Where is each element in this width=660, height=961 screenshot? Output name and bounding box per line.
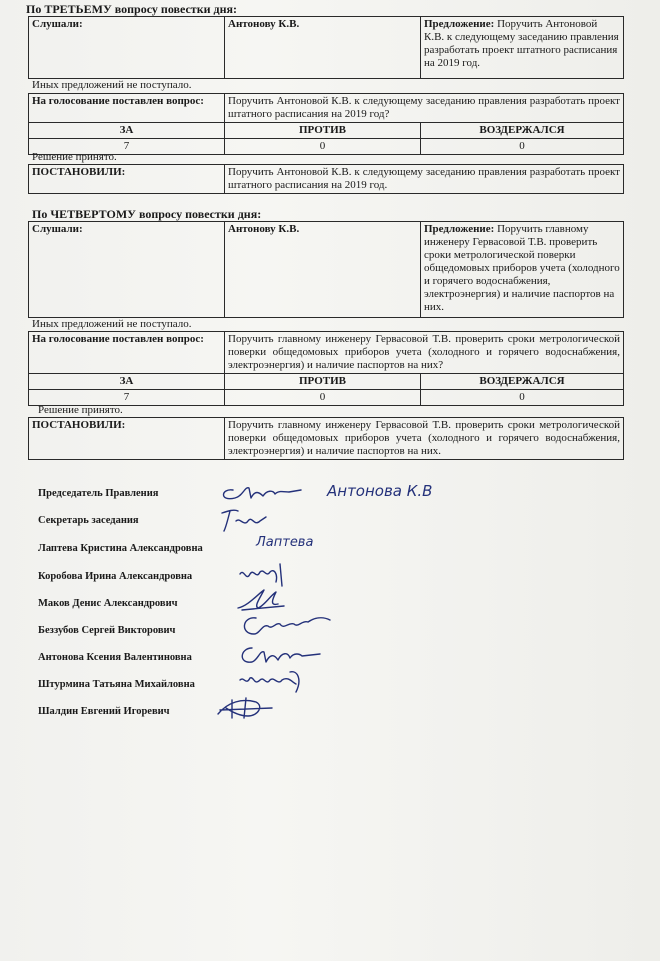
q3-vote-table	[28, 93, 624, 155]
q4-vote-question: Поручить главному инженеру Гервасовой Т.В. проверить сроки метрологической поверки общедомовых приборов учета (холодного и горячего водоснабжения, электроэнергия) и наличие паспортов на них?	[225, 332, 624, 374]
q3-val-for: 7	[29, 139, 225, 155]
signature-chairman-icon	[215, 478, 455, 508]
signatory-chairman: Председатель Правления	[38, 488, 159, 499]
q3-proposal-text: Поручить Антоновой К.В. к следующему заседанию правления разработать проект штатного расписания на 2019 год.	[424, 18, 619, 69]
q3-no-other: Иных предложений не поступало.	[32, 79, 192, 91]
signatory-secretary: Секретарь заседания	[38, 515, 139, 526]
signatory-antonova: Антонова Ксения Валентиновна	[38, 652, 192, 663]
q4-vote-table	[28, 331, 624, 406]
q4-decision: Решение принято.	[38, 404, 123, 416]
signature-shaldin-icon	[212, 692, 282, 726]
q3-heard-label: Слушали:	[29, 17, 225, 79]
q3-resolved-table	[28, 164, 624, 194]
signatory-makov: Маков Денис Александрович	[38, 598, 178, 609]
q3-heard-person: Антонову К.В.	[225, 17, 421, 79]
q3-decision: Решение принято.	[32, 151, 117, 163]
signature-lapteva-text: Лаптева	[256, 535, 314, 550]
q4-heading: По ЧЕТВЕРТОМУ вопросу повестки дня:	[32, 207, 262, 221]
q3-resolved-text: Поручить Антоновой К.В. к следующему заседанию правления разработать проект штатного расписания на 2019 год.	[225, 165, 624, 194]
signatory-bezzubov: Беззубов Сергей Викторович	[38, 625, 176, 636]
q3-proposal	[421, 17, 624, 79]
q4-proposal	[421, 222, 624, 318]
q4-proposal-text: Поручить главному инженеру Гервасовой Т.В. проверить сроки метрологической поверки общедомовых приборов учета (холодного и горячего водоснабжения, электроэнергия) и наличие паспортов на них.	[424, 223, 620, 313]
signatory-shaldin: Шалдин Евгений Игоревич	[38, 706, 170, 717]
q3-val-against: 0	[225, 139, 421, 155]
q4-resolved-label: ПОСТАНОВИЛИ:	[29, 418, 225, 460]
q3-val-abstain: 0	[421, 139, 624, 155]
q4-col-against: ПРОТИВ	[225, 374, 421, 390]
signature-bezzubov-icon	[236, 608, 336, 642]
q4-val-against: 0	[225, 390, 421, 406]
q3-col-for: ЗА	[29, 123, 225, 139]
signatory-shturmina: Штурмина Татьяна Михайловна	[38, 679, 195, 690]
q3-col-against: ПРОТИВ	[225, 123, 421, 139]
q4-heard-person: Антонову К.В.	[225, 222, 421, 318]
q3-proposal-label: Предложение:	[424, 18, 495, 30]
q4-col-abstain: ВОЗДЕРЖАЛСЯ	[421, 374, 624, 390]
q4-resolved-table	[28, 417, 624, 460]
q4-heard-table	[28, 221, 624, 318]
q4-proposal-label: Предложение:	[424, 223, 495, 235]
q4-no-other: Иных предложений не поступало.	[32, 318, 192, 330]
signature-chairman-text: Антонова К.В	[327, 482, 433, 500]
q4-val-for: 7	[29, 390, 225, 406]
signature-lapteva-icon	[254, 530, 334, 552]
q4-val-abstain: 0	[421, 390, 624, 406]
q3-vote-question: Поручить Антоновой К.В. к следующему заседанию правления разработать проект штатного расписания на 2019 год?	[225, 94, 624, 123]
q4-resolved-text: Поручить главному инженеру Гервасовой Т.В. проверить сроки метрологической поверки общедомовых приборов учета (холодного и горячего водоснабжения, электроэнергия) и наличие паспортов на них.	[225, 418, 624, 460]
q3-resolved-label: ПОСТАНОВИЛИ:	[29, 165, 225, 194]
q3-heading: По ТРЕТЬЕМУ вопросу повестки дня:	[26, 2, 237, 16]
q3-vote-label: На голосование поставлен вопрос:	[29, 94, 225, 123]
signatory-lapteva: Лаптева Кристина Александровна	[38, 543, 203, 554]
q3-col-abstain: ВОЗДЕРЖАЛСЯ	[421, 123, 624, 139]
signatory-korobova: Коробова Ирина Александровна	[38, 571, 193, 582]
q4-col-for: ЗА	[29, 374, 225, 390]
q4-vote-label: На голосование поставлен вопрос:	[29, 332, 225, 374]
q3-heard-table	[28, 16, 624, 79]
q4-heard-label: Слушали:	[29, 222, 225, 318]
